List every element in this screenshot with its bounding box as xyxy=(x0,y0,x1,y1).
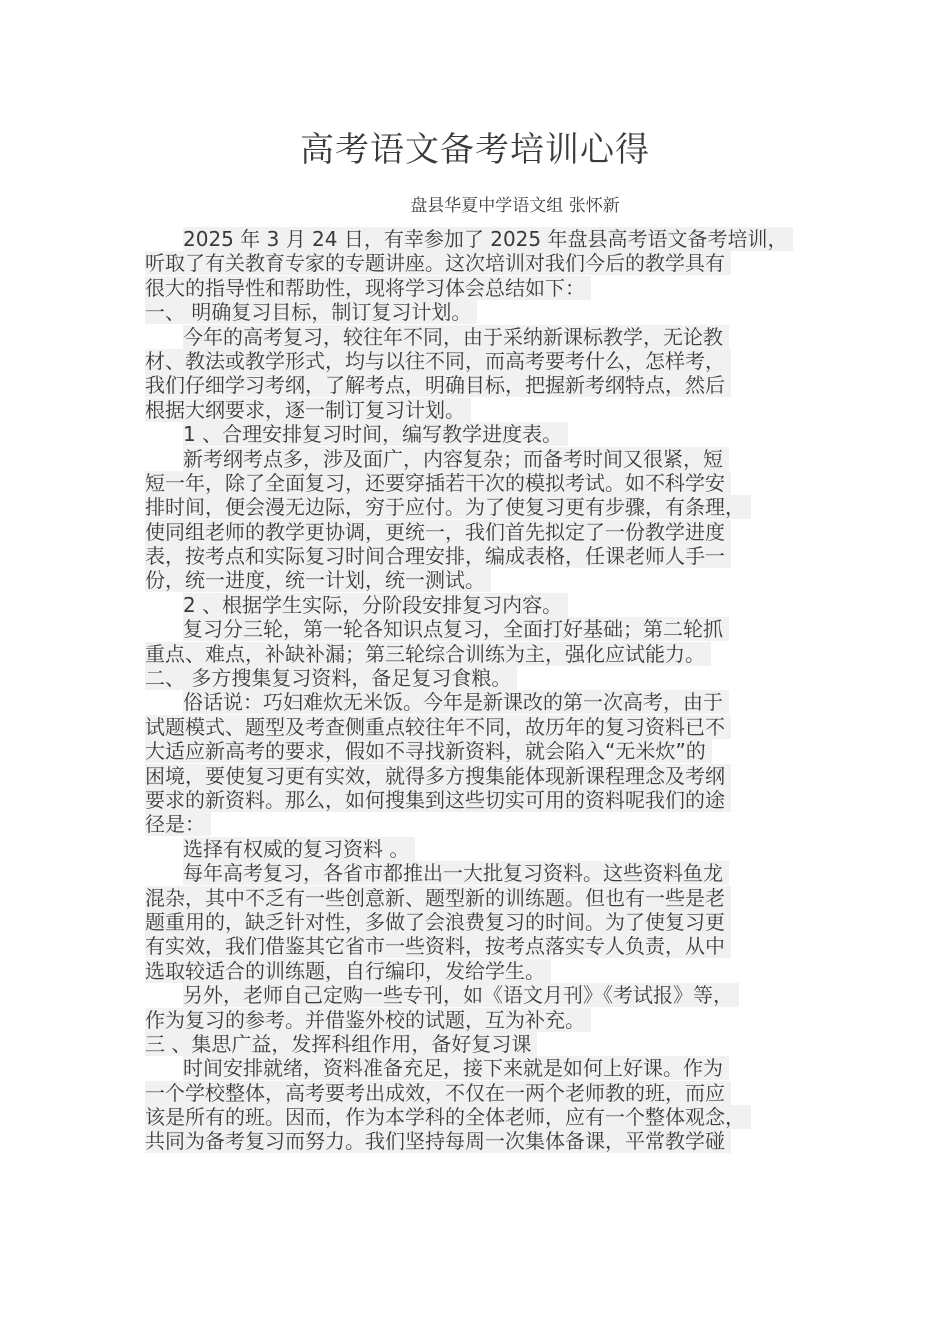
text-line-content: 径是： xyxy=(145,812,211,836)
text-line-content: 份，统一进度，统一计划，统一测试。 xyxy=(145,568,491,592)
text-line-content: 2 、根据学生实际，分阶段安排复习内容。 xyxy=(183,593,568,617)
text-line-content: 另外，老师自己定购一些专刊，如《语文月刊》《考试报》等， xyxy=(183,983,739,1007)
text-line xyxy=(145,300,805,324)
text-line xyxy=(145,910,805,934)
text-line xyxy=(145,1105,805,1129)
document-title: 高考语文备考培训心得 xyxy=(300,130,650,170)
text-line-content: 很大的指导性和帮助性，现将学习体会总结如下： xyxy=(145,276,591,300)
text-line xyxy=(145,1008,805,1032)
text-line xyxy=(145,642,805,666)
text-line xyxy=(145,568,805,592)
text-line-content: 有实效，我们借鉴其它省市一些资料，按考点落实专人负责，从中 xyxy=(145,934,731,958)
text-line xyxy=(145,325,805,349)
text-line-content: 2025 年 3 月 24 日，有幸参加了 2025 年盘县高考语文备考培训， xyxy=(183,227,793,251)
text-line xyxy=(145,983,805,1007)
text-line-content: 短一年，除了全面复习，还要穿插若干次的模拟考试。如不科学安 xyxy=(145,471,731,495)
text-line-content: 混杂，其中不乏有一些创意新、题型新的训练题。但也有一些是老 xyxy=(145,886,731,910)
text-line-content: 大适应新高考的要求，假如不寻找新资料，就会陷入“无米炊”的 xyxy=(145,739,712,763)
text-line xyxy=(145,739,805,763)
text-line-content: 排时间，便会漫无边际，穷于应付。为了使复习更有步骤，有条理， xyxy=(145,495,751,519)
text-line-content: 新考纲考点多，涉及面广，内容复杂；而备考时间又很紧，短 xyxy=(183,447,729,471)
text-line xyxy=(145,764,805,788)
text-line xyxy=(145,471,805,495)
text-line-content: 一、 明确复习目标，制订复习计划。 xyxy=(145,300,477,324)
text-line-content: 一个学校整体，高考要考出成效，不仅在一两个老师教的班，而应 xyxy=(145,1081,731,1105)
text-line xyxy=(145,422,805,446)
text-line xyxy=(145,788,805,812)
text-line xyxy=(145,520,805,544)
text-line-content: 今年的高考复习，较往年不同，由于采纳新课标教学，无论教 xyxy=(183,325,729,349)
text-line xyxy=(145,1129,805,1153)
text-line-content: 二、 多方搜集复习资料，备足复习食粮。 xyxy=(145,666,517,690)
text-line xyxy=(145,934,805,958)
text-line xyxy=(145,593,805,617)
text-line-content: 每年高考复习，各省市都推出一大批复习资料。这些资料鱼龙 xyxy=(183,861,729,885)
document-author: 盘县华夏中学语文组 张怀新 xyxy=(410,196,620,216)
text-line xyxy=(145,886,805,910)
text-line xyxy=(145,276,805,300)
text-line xyxy=(145,1056,805,1080)
text-line-content: 要求的新资料。那么，如何搜集到这些切实可用的资料呢我们的途 xyxy=(145,788,731,812)
text-line-content: 俗话说：巧妇难炊无米饭。今年是新课改的第一次高考，由于 xyxy=(183,690,729,714)
text-line-content: 重点、难点，补缺补漏；第三轮综合训练为主，强化应试能力。 xyxy=(145,642,711,666)
text-line-content: 该是所有的班。因而，作为本学科的全体老师，应有一个整体观念， xyxy=(145,1105,751,1129)
text-line xyxy=(145,544,805,568)
text-line xyxy=(145,447,805,471)
text-line-content: 共同为备考复习而努力。我们坚持每周一次集体备课，平常教学碰 xyxy=(145,1129,731,1153)
text-line xyxy=(145,495,805,519)
text-line-content: 使同组老师的教学更协调，更统一，我们首先拟定了一份教学进度 xyxy=(145,520,731,544)
text-line xyxy=(145,837,805,861)
text-line xyxy=(145,959,805,983)
text-line-content: 根据大纲要求，逐一制订复习计划。 xyxy=(145,398,471,422)
text-line-content: 选取较适合的训练题，自行编印，发给学生。 xyxy=(145,959,551,983)
text-line xyxy=(145,861,805,885)
text-line-content: 困境，要使复习更有实效，就得多方搜集能体现新课程理念及考纲 xyxy=(145,764,731,788)
text-line xyxy=(145,617,805,641)
text-line xyxy=(145,690,805,714)
text-line-content: 材、教法或教学形式，均与以往不同，而高考要考什么，怎样考， xyxy=(145,349,731,373)
text-line-content: 三 、集思广益，发挥科组作用，备好复习课 xyxy=(145,1032,537,1056)
text-line-content: 听取了有关教育专家的专题讲座。这次培训对我们今后的教学具有 xyxy=(145,251,731,275)
text-line-content: 时间安排就绪，资料准备充足，接下来就是如何上好课。作为 xyxy=(183,1056,729,1080)
text-line xyxy=(145,1081,805,1105)
text-line xyxy=(145,1032,805,1056)
text-line xyxy=(145,349,805,373)
text-line-content: 复习分三轮，第一轮各知识点复习，全面打好基础；第二轮抓 xyxy=(183,617,729,641)
text-line xyxy=(145,227,805,251)
text-line-content: 题重用的，缺乏针对性，多做了会浪费复习的时间。为了使复习更 xyxy=(145,910,731,934)
text-line xyxy=(145,666,805,690)
text-line-content: 1 、合理安排复习时间，编写教学进度表。 xyxy=(183,422,568,446)
text-line-content: 作为复习的参考。并借鉴外校的试题，互为补充。 xyxy=(145,1008,591,1032)
text-line-content: 选择有权威的复习资料 。 xyxy=(183,837,415,861)
text-line-content: 试题模式、题型及考查侧重点较往年不同，故历年的复习资料已不 xyxy=(145,715,731,739)
text-line xyxy=(145,251,805,275)
text-line-content: 我们仔细学习考纲，了解考点，明确目标，把握新考纲特点，然后 xyxy=(145,373,731,397)
text-line xyxy=(145,715,805,739)
document-body xyxy=(145,227,805,1154)
text-line xyxy=(145,812,805,836)
text-line xyxy=(145,398,805,422)
text-line-content: 表，按考点和实际复习时间合理安排，编成表格，任课老师人手一 xyxy=(145,544,731,568)
text-line xyxy=(145,373,805,397)
